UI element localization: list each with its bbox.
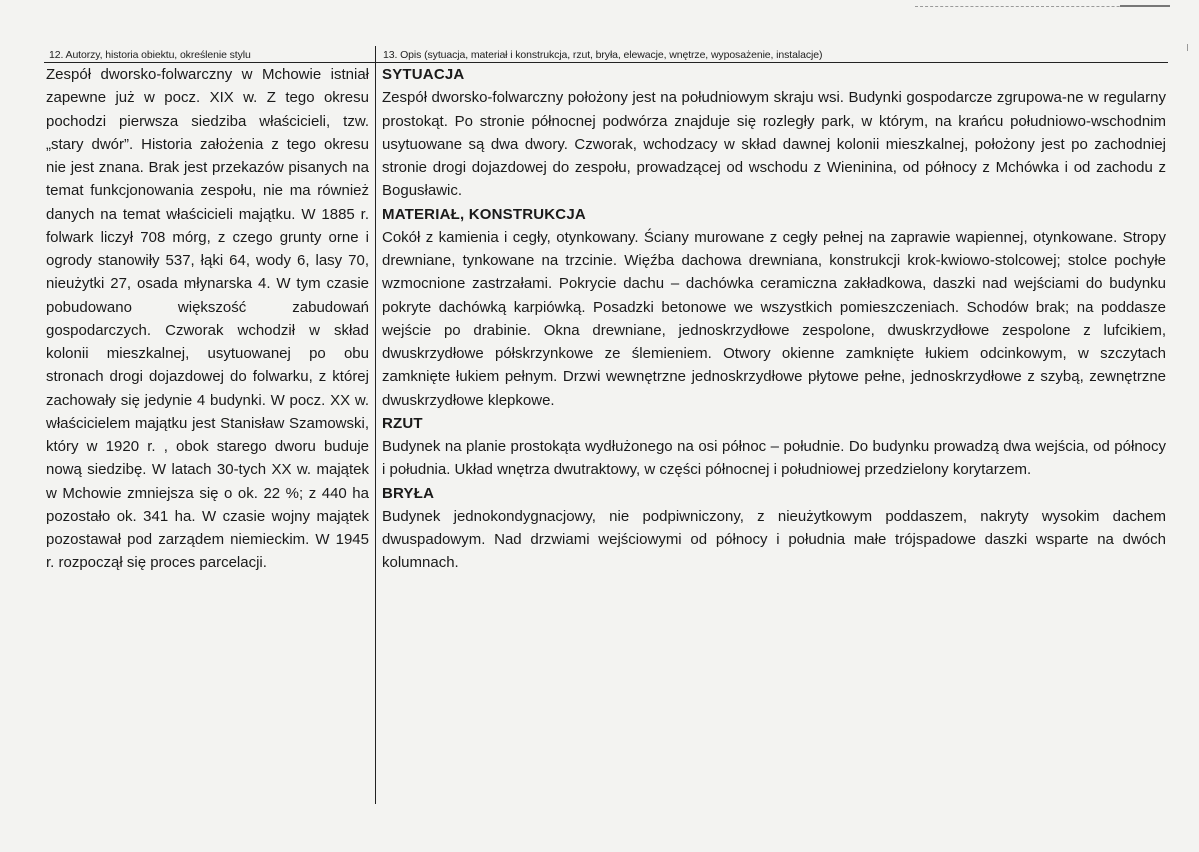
section-heading-sytuacja: SYTUACJA — [382, 66, 465, 83]
section-text-rzut: Budynek na planie prostokąta wydłużonego na osi północ – południe. Do budynku prowadzą dwa wejścia, od północy i południa. Układ wnętrza dwutraktowy, w części północnej i południowej przedzielony korytarzem. — [382, 438, 1166, 479]
column-divider — [375, 46, 376, 804]
form-page — [44, 46, 1168, 572]
left-column-header: 12. Autorzy, historia obiektu, określenie stylu — [49, 49, 251, 61]
section-heading-bryla: BRYŁA — [382, 484, 435, 502]
section-text-sytuacja: Zespół dworsko-folwarczny położony jest na południowym skraju wsi. Budynki gospodarcze zgrupowa-ne w regularny prostokąt. Po stronie północnej podwórza znajduje się rozległy park, w którym, na krańcu południowo-wschodnim usytuowane są dwa dwory. Czworak, wchodzacy w skład dawnej kolonii mieszkalnej, położony jest po zachodniej stronie drogi dojazdowej do zespołu, prowadzącej od wschodu z Wieninina, od północy z Mchówka i od zachodu z Bogusławic. — [382, 89, 1166, 200]
section-heading-rzut: RZUT — [382, 414, 423, 432]
history-column — [46, 63, 369, 575]
history-text: Zespół dworsko-folwarczny w Mchowie istniał zapewne już w pocz. XIX w. Z tego okresu pochodzi pierwsza siedziba właścicieli, tzw. „stary dwór”. Historia założenia z tego okresu nie jest znana. Brak jest przekazów pisanych na temat funkcjonowania zespołu, nie ma również danych na temat właścicieli majątku. W 1885 r. folwark liczył 708 mórg, z czego grunty orne i ogrody stanowiły 537, łąki 64, wody 6, lasy 70, nieużytki 27, osada młynarska 4. W tym czasie pobudowano większość zabudowań gospodarczych. Czworak wchodził w skład kolonii mieszkalnej, usytuowanej po obu stronach drogi dojazdowej do folwarku, z której zachowały się jedynie 4 budynki. W pocz. XX w. właścicielem majątku jest Stanisław Szamowski, który w 1920 r. , obok starego dworu buduje nową siedzibę. W latach 30-tych XX w. majątek w Mchowie zmniejsza się o ok. 22 %; z 440 ha pozostało ok. 341 ha. W czasie wojny majątek pozostawał pod zarządem niemieckim. W 1945 r. rozpoczął się proces parcelacji. — [46, 66, 369, 572]
description-column — [382, 63, 1166, 575]
section-heading-material: MATERIAŁ, KONSTRUKCJA — [382, 205, 586, 223]
margin-tick — [1187, 44, 1188, 51]
section-text-material: Cokół z kamienia i cegły, otynkowany. Ściany murowane z cegły pełnej na zaprawie wapiennej, otynkowane. Stropy drewniane, tynkowane na trzcinie. Więźba dachowa drewniana, konstrukcji krok-kwiowo-stolcowej; stolce pochyłe wzmocnione zastrzałami. Pokrycie dachu – dachówka ceramiczna zakładkowa, daszki nad wejściami do budynku pokryte dachówką karpiówką. Posadzki betonowe we wszystkich pomieszczeniach. Schodów brak; na poddasze wejście po drabinie. Okna drewniane, jednoskrzydłowe zespolone, dwuskrzydłowe zespolone z lufcikiem, dwuskrzydłowe półskrzynkowe ze ślemieniem. Otwory okienne zamknięte łukiem odcinkowym, w szczytach zamknięte łukiem pełnym. Drzwi wewnętrzne jednoskrzydłowe płytowe pełne, jednoskrzydłowe z szybą, zewnętrzne dwuskrzydłowe klepkowe. — [382, 228, 1166, 409]
right-column-header: 13. Opis (sytuacja, materiał i konstrukcja, rzut, bryła, elewacje, wnętrze, wyposażenie, instalacje) — [383, 49, 823, 61]
scan-edge-mark-dark — [1120, 5, 1170, 7]
section-text-bryla: Budynek jednokondygnacjowy, nie podpiwniczony, z nieużytkowym poddaszem, nakryty wysokim dachem dwuspadowym. Nad drzwiami wejściowymi od północy i południa małe trójspadowe daszki wsparte na dwóch kolumnach. — [382, 507, 1166, 572]
form-header-row — [44, 46, 1168, 64]
